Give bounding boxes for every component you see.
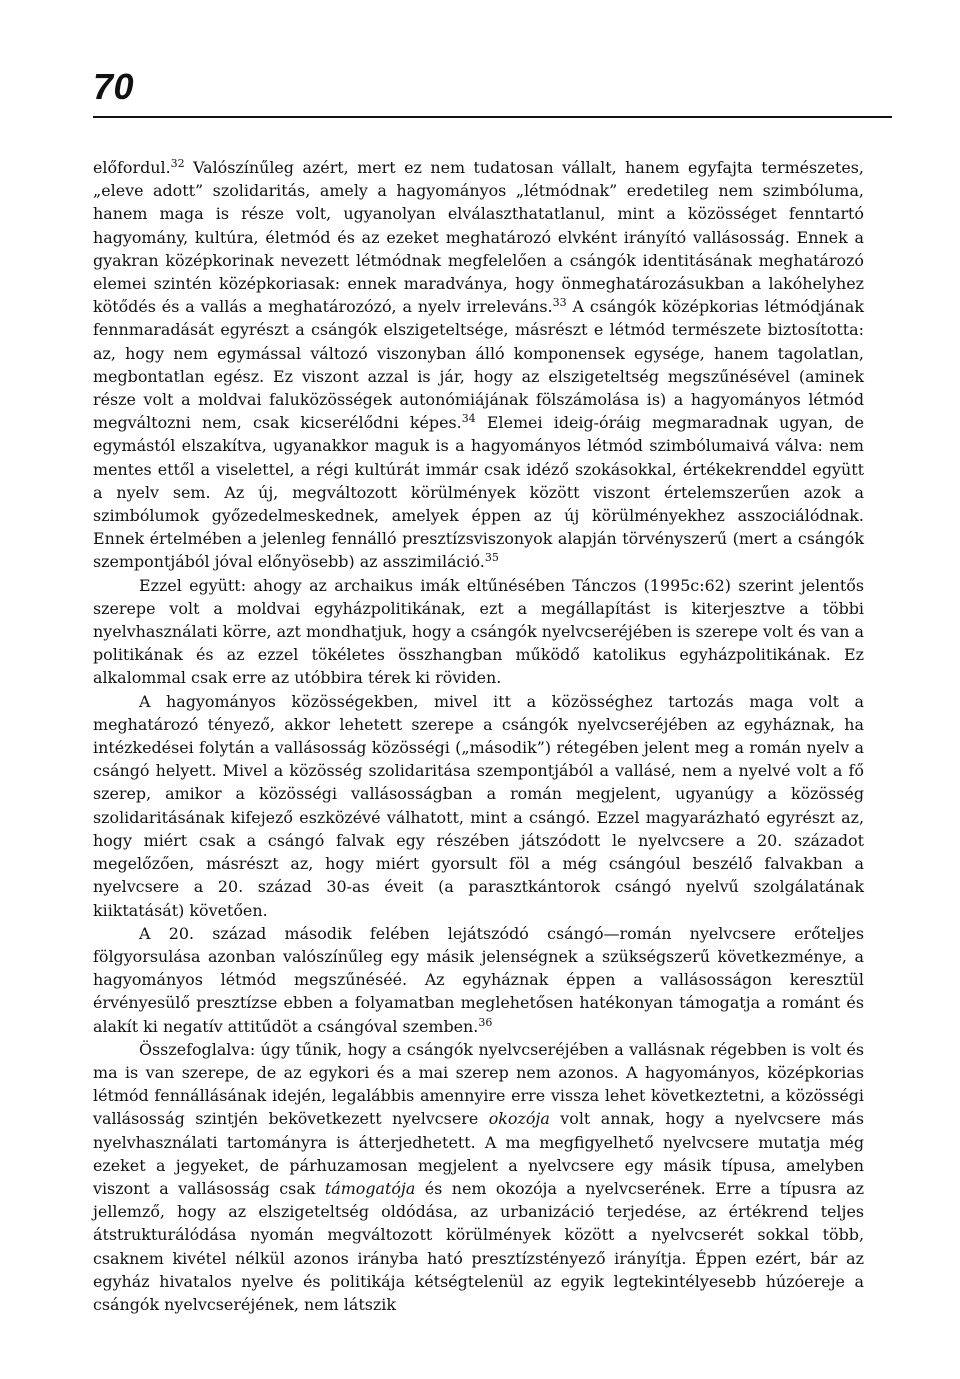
text-run: Elemei ideig-óráig megmaradnak ugyan, de egymástól elszakítva, ugyanakkor maguk is a hagyományos létmód szimbólumaivá válva: nem mentes ettől a viselettel, a régi kultúrát immár csak idéző szokásokkal, értékekrenddel együtt a nyelv sem. Az új, megváltozott körülmények között viszont értelemszerűen azok a szimbólumok győzedelmeskednek, amelyek éppen az új körülményekhez asszociálódnak. Ennek értelmében a jelenleg fennálló presztízsviszonyok alapján törvényszerű (mert a csángók szempontjából jóval előnyösebb) az asszimiláció. (93, 413, 865, 572)
text-run: A hagyományos közösségekben, mivel itt a közösséghez tartozás maga volt a meghatározó tényező, akkor lehetett szerepe a csángók nyelvcseréjében az egyháznak, ha intézkedései folytán a vallásosság közösségi („második”) rétegében jelent meg a román nyelv a csángó helyett. Mivel a közösség szolidaritása szempontjából a vallásé, nem a nyelvé volt a fő szerep, amikor a közösségi vallásosságban a román megjelent, ugyanúgy a közösség szolidaritásának kifejező eszközévé válhatott, mint a csángó. Ezzel magyarázható egyrészt az, hogy miért csak a csángó falvak egy részében játszódott le nyelvcsere a 20. századot megelőzően, másrészt az, hogy miért gyorsult föl a még csángóul beszélő falvakban a nyelvcsere a 20. század 30-as éveit (a parasztkántorok csángó nyelvű szolgálatának kiiktatását) követően. (93, 691, 864, 920)
text-run: A csángók középkorias létmódjának fennmaradását egyrészt a csángók elszigeteltsége, másrészt e létmód természete biztosította: az, hogy nem egymással változó viszonyban álló komponensek egysége, hanem tagolatlan, megbontatlan egész. Ez viszont azzal is jár, hogy az elszigeteltség megszűnésével (aminek része volt a moldvai faluközösségek autonómiájának fölszámolása is) a hagyományos létmód megváltozni nem, csak kicserélődni képes. (93, 297, 864, 433)
paragraph (93, 690, 864, 922)
footnote-marker: 36 (478, 1015, 493, 1029)
emphasis-text: támogatója (324, 1178, 416, 1198)
text-run: A 20. század második felében lejátszódó csángó—román nyelvcsere erőteljes fölgyorsulása azonban valószínűleg egy másik jelenségnek a szükségszerű következménye, a hagyományos létmód megszűnéséé. Az egyháznak éppen a vallásosságon keresztül érvényesülő presztízse ebben a folyamatban meglehetősen hatékonyan támogatja a románt és alakít ki negatív attitűdöt a csángóval szemben. (93, 923, 864, 1036)
footnote-marker: 32 (170, 157, 185, 170)
footnote-marker: 35 (484, 551, 499, 565)
text-run: Valószínűleg azért, mert ez nem tudatosan vállalt, hanem egyfajta természetes, „eleve adott” szolidaritás, amely a hagyományos „létmódnak” eredetileg nem szimbóluma, hanem maga is része volt, ugyanolyan elválaszthatatlanul, mint a közösséget fenntartó hagyomány, kultúra, életmód és az ezeket meghatározó elvként irányító vallásosság. Ennek a gyakran középkorinak nevezett létmódnak megfelelően a csángók identitásának meghatározó elemei szintén középkoriasak: ennek maradványa, hogy önmeghatározásukban a lakóhelyhez kötődés és a vallás a meghatározózó, a nyelv irreleváns. (93, 158, 864, 317)
text-run: Ezzel együtt: ahogy az archaikus imák eltűnésében Tánczos (1995c:62) szerint jelentős szerepe volt a moldvai egyházpolitikának, ezt a megállapítást is kiterjesztve a többi nyelvhasználati körre, azt mondhatjuk, hogy a csángók nyelvcseréjében is szerepe volt és van a politikának és az ezzel tökéletes összhangban működő katolikus egyházpolitikának. Ez alkalommal csak erre az utóbbira térek ki röviden. (93, 575, 864, 688)
text-run: Összefoglalva: úgy tűnik, hogy a csángók nyelvcseréjében a vallásnak régebben is volt és ma is van szerepe, de az egykori és a mai szerep nem azonos. A hagyományos, középkorias létmód fennállásának idején, legalábbis amennyire erre vissza lehet következtetni, a közösségi vallásosság szintjén bekövetkezett nyelvcsere (93, 1039, 864, 1129)
text-run: előfordul. (93, 158, 171, 177)
footnote-marker: 33 (552, 296, 567, 310)
header-rule (93, 116, 892, 118)
emphasis-text: okozója (488, 1109, 550, 1129)
paragraph (93, 1038, 864, 1316)
text-run: és nem okozója a nyelvcserének. Erre a típusra az jellemző, hogy az elszigeteltség oldódása, az urbanizáció terjedése, az értékrend teljes átstrukturálódása nyomán megváltozott körülmények között a nyelvcserét sokkal több, csaknem kivétel nélkül azonos irányba ható presztízstényező irányítja. Éppen ezért, bár az egyház hivatalos nyelve és politikája kétségtelenül az egyik legtekintélyesebb húzóereje a csángók nyelvcseréjének, nem látszik (93, 1178, 864, 1314)
paragraph (93, 574, 864, 690)
footnote-marker: 34 (461, 412, 476, 426)
paragraph (93, 922, 864, 1038)
text-run: volt annak, hogy a nyelvcsere más nyelvhasználati tartományra is átterjedhetett. A ma megfigyelhető nyelvcsere mutatja még ezeket a jegyeket, de párhuzamosan megjelent a nyelvcsere egy másik típusa, amelyben viszont a vallásosság csak (93, 1109, 864, 1198)
paragraph (93, 156, 864, 574)
page-number: 70 (93, 66, 135, 107)
body-text (93, 156, 864, 1316)
